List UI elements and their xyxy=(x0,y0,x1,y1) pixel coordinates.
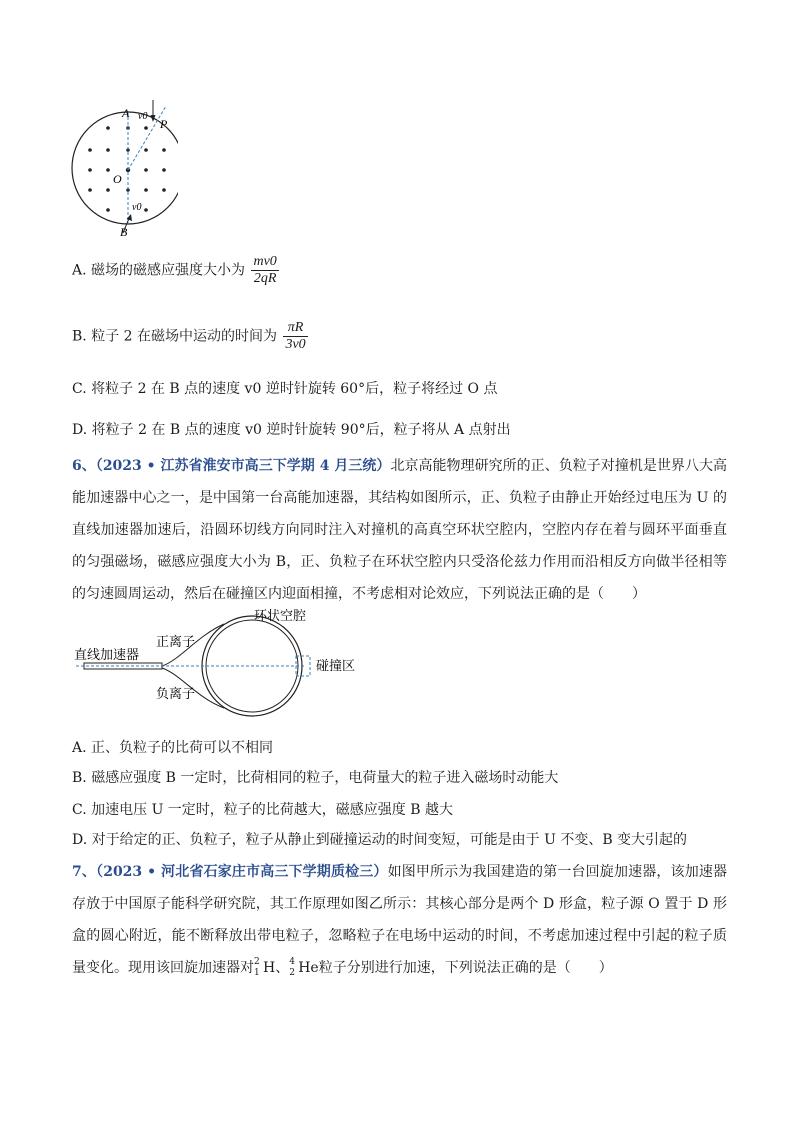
isotope-separator: 、 xyxy=(275,960,290,976)
label-v0-top: v0 xyxy=(138,111,148,122)
question-number: 7、 xyxy=(72,864,97,880)
q6-option-a: A. 正、负粒子的比荷可以不相同 xyxy=(72,740,274,756)
collider-figure xyxy=(72,608,372,720)
isotope-he4-symbol: He xyxy=(298,960,319,976)
label-v0-bottom: v0 xyxy=(132,202,142,213)
collision-label: 碰撞区 xyxy=(316,658,356,673)
question-7-stem xyxy=(72,856,727,984)
fraction-numerator: πR xyxy=(283,320,307,337)
q5-option-b xyxy=(72,320,308,353)
q5-option-a-text: A. 磁场的磁感应强度大小为 xyxy=(72,262,246,279)
question-number: 6、 xyxy=(72,458,96,474)
linac-label: 直线加速器 xyxy=(74,647,140,662)
question-source: （2023 • 江苏省淮安市高三下学期 4 月三统） xyxy=(95,458,391,474)
label-B: B xyxy=(120,225,128,238)
fraction-denominator: 3v0 xyxy=(285,337,306,352)
label-A: A xyxy=(122,106,130,120)
q5-option-a-fraction xyxy=(251,254,278,287)
fraction-numerator: mv0 xyxy=(253,254,277,269)
isotope-he4: 4 2 xyxy=(289,957,295,978)
fraction-denominator: 2qR xyxy=(253,271,277,286)
question-text-tail: 粒子分别进行加速，下列说法正确的是（ ） xyxy=(318,960,613,976)
q5-option-d: D. 将粒子 2 在 B 点的速度 v0 逆时针旋转 90°后，粒子将从 A 点射出 xyxy=(72,422,511,438)
isotope-h2-symbol: H xyxy=(263,960,276,976)
q5-option-a xyxy=(72,254,279,287)
question-text: 北京高能物理研究所的正、负粒子对撞机是世界八大高能加速器中心之一，是中国第一台高能加速器，其结构如图所示，正、负粒子由静止开始经过电压为 U 的直线加速器加速后，沿圆环切线方向同时注入对撞机的高真空环状空腔内，空腔内存在着与圆环平面垂直的匀强磁场，磁感应强度大小为 B，正、负粒子在环状空腔内只受洛伦兹力作用而沿相反方向做半径相等的匀速圆周运动，然后在碰撞区内迎面相撞，不考虑相对论效应，下列说法正确的是（ ） xyxy=(72,458,727,602)
q6-option-c: C. 加速电压 U 一定时，粒子的比荷越大，磁感应强度 B 越大 xyxy=(72,802,453,818)
circle-field-figure xyxy=(68,98,178,238)
label-O: O xyxy=(113,172,122,186)
positive-ion-label: 正离子 xyxy=(156,634,196,649)
q6-option-d: D. 对于给定的正、负粒子，粒子从静止到碰撞运动的时间变短，可能是由于 U 不变、B 变大引起的 xyxy=(72,832,688,848)
negative-ion-label: 负离子 xyxy=(156,686,196,701)
question-text: 如图甲所示为我国建造的第一台回旋加速器，该加速器存放于中国原子能科学研究院，其工作原理如图乙所示：其核心部分是两个 D 形盒，粒子源 O 置于 D 形盒的圆心附近，能不断释放出带电粒子，忽略粒子在电场中运动的时间，不考虑加速过程中引起的粒子质量变化。现用该回旋加速器对 xyxy=(72,864,727,976)
q6-option-b: B. 磁感应强度 B 一定时，比荷相同的粒子，电荷量大的粒子进入磁场时动能大 xyxy=(72,770,559,786)
q5-option-b-text: B. 粒子 2 在磁场中运动的时间为 xyxy=(72,328,277,345)
label-P: P xyxy=(160,117,168,131)
isotope-h2: 2 1 xyxy=(254,957,260,978)
q5-option-b-fraction xyxy=(283,320,307,353)
ring-label: 环状空腔 xyxy=(254,608,307,623)
question-source: （2023 • 河北省石家庄市高三下学期质检三） xyxy=(96,864,388,880)
q5-option-c: C. 将粒子 2 在 B 点的速度 v0 逆时针旋转 60°后，粒子将经过 O 点 xyxy=(72,381,498,397)
question-6-stem xyxy=(72,450,727,610)
field-dots xyxy=(88,126,166,212)
